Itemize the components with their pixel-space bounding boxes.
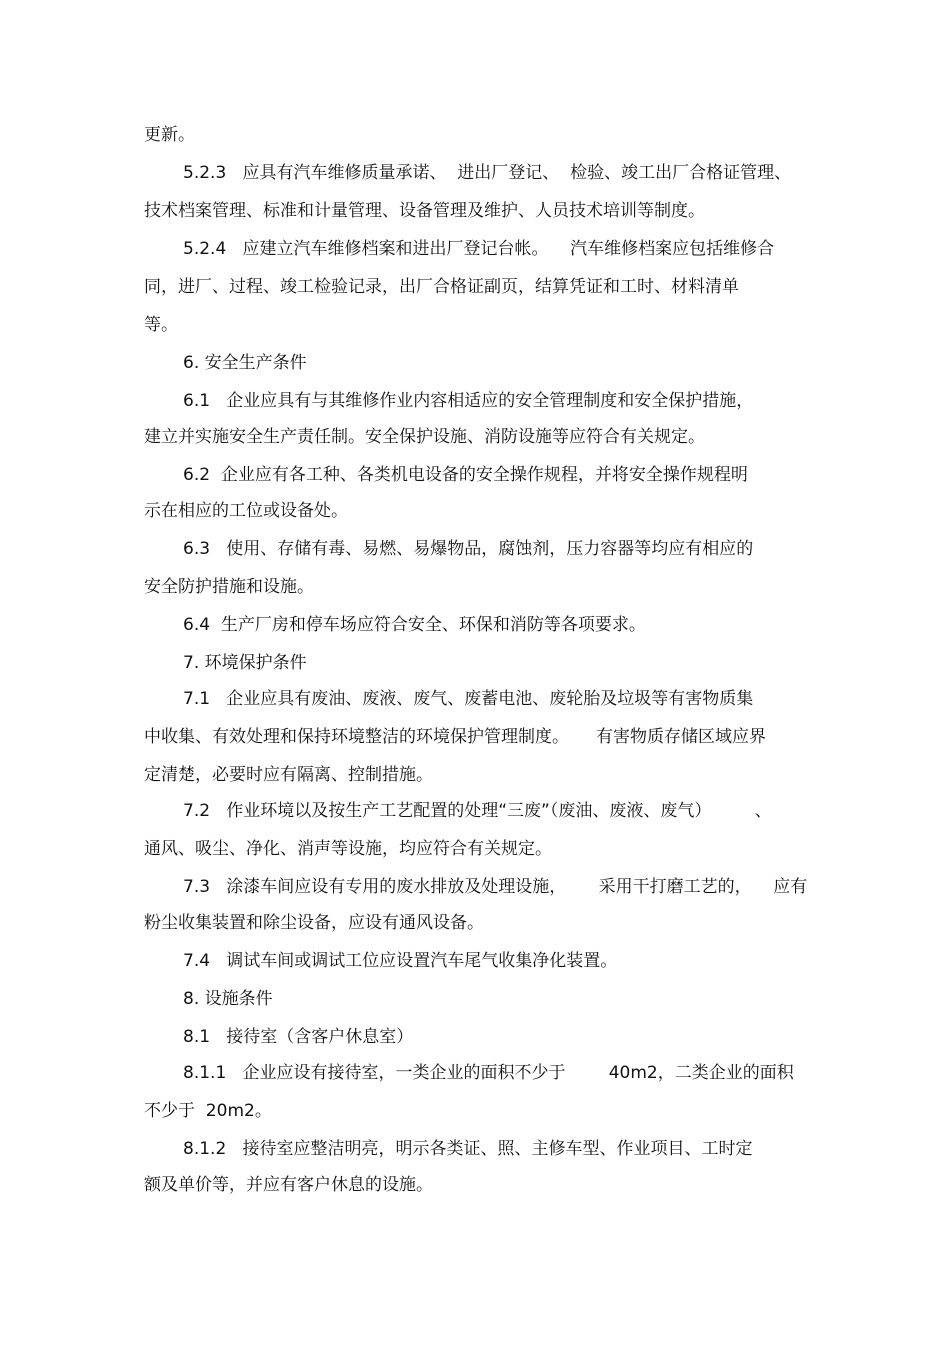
text-line: 不少于 20m2。 [144,1101,272,1121]
section-heading: 6. 安全生产条件 [183,353,307,373]
text-line: 8.1.1 企业应设有接待室，一类企业的面积不少于 40m2，二类企业的面积 [183,1063,794,1083]
text-line: 等。 [144,315,178,335]
text-line: 6.4 生产厂房和停车场应符合安全、环保和消防等各项要求。 [183,615,646,635]
text-line: 示在相应的工位或设备处。 [144,501,348,521]
text-line: 7.2 作业环境以及按生产工艺配置的处理“三废”（废油、废液、废气） 、 [183,801,772,821]
text-line: 7.1 企业应具有废油、废液、废气、废蓄电池、废轮胎及垃圾等有害物质集 [183,689,754,709]
text-line: 更新。 [144,125,195,145]
section-heading: 7. 环境保护条件 [183,653,307,673]
text-line: 安全防护措施和设施。 [144,577,314,597]
text-line: 8.1.2 接待室应整洁明亮，明示各类证、照、主修车型、作业项目、工时定 [183,1139,753,1159]
text-line: 技术档案管理、标准和计量管理、设备管理及维护、人员技术培训等制度。 [144,201,705,221]
text-line: 定清楚，必要时应有隔离、控制措施。 [144,765,433,785]
text-line: 同，进厂、过程、竣工检验记录，出厂合格证副页，结算凭证和工时、材料清单 [144,277,739,297]
text-line: 6.2 企业应有各工种、各类机电设备的安全操作规程，并将安全操作规程明 [183,465,748,485]
text-line: 通风、吸尘、净化、消声等设施，均应符合有关规定。 [144,839,552,859]
text-line: 6.3 使用、存储有毒、易燃、易爆物品，腐蚀剂，压力容器等均应有相应的 [183,539,754,559]
text-line: 7.4 调试车间或调试工位应设置汽车尾气收集净化装置。 [183,951,618,971]
text-line: 中收集、有效处理和保持环境整洁的环境保护管理制度。 有害物质存储区域应界 [144,727,767,747]
subsection-heading: 8.1 接待室（含客户休息室） [183,1027,414,1047]
text-line: 5.2.4 应建立汽车维修档案和进出厂登记台帐。 汽车维修档案应包括维修合 [183,239,775,259]
text-line: 7.3 涂漆车间应设有专用的废水排放及处理设施， 采用干打磨工艺的， 应有 [183,877,808,897]
text-line: 5.2.3 应具有汽车维修质量承诺、 进出厂登记、 检验、竣工出厂合格证管理、 [183,163,792,183]
text-line: 粉尘收集装置和除尘设备，应设有通风设备。 [144,913,484,933]
text-line: 额及单价等，并应有客户休息的设施。 [144,1175,433,1195]
section-heading: 8. 设施条件 [183,989,273,1009]
text-line: 6.1 企业应具有与其维修作业内容相适应的安全管理制度和安全保护措施， [183,391,754,411]
text-line: 建立并实施安全生产责任制。安全保护设施、消防设施等应符合有关规定。 [144,427,705,447]
